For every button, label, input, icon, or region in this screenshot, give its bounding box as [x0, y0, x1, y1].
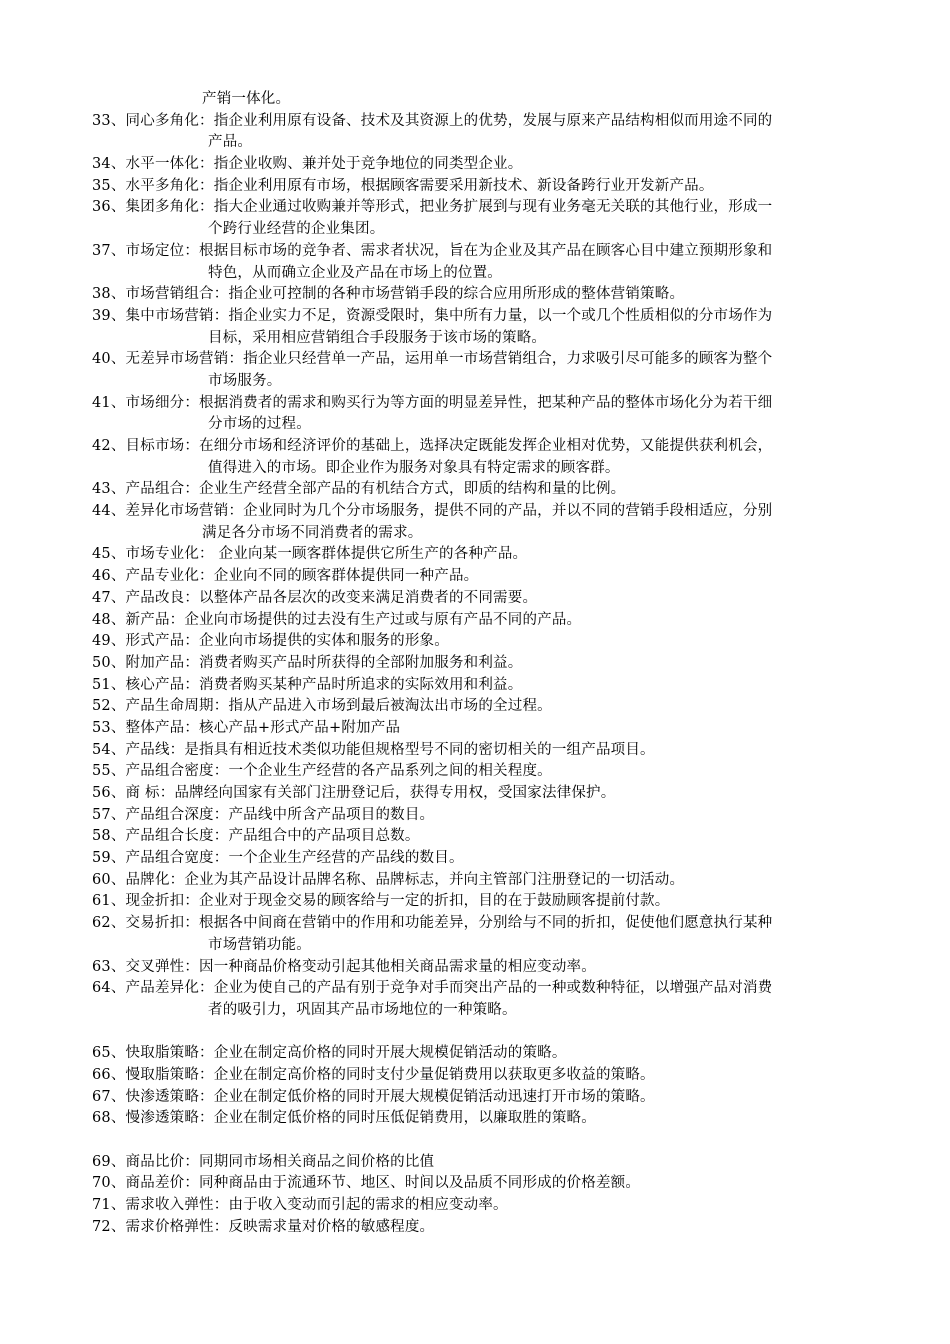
text-line: 54、产品线：是指具有相近技术类似功能但规格型号不同的密切相关的一组产品项目。 — [92, 741, 655, 758]
text-line: 45、市场专业化： 企业向某一顾客群体提供它所生产的各种产品。 — [92, 546, 528, 563]
blank-line — [92, 1130, 872, 1152]
text-line: 70、商品差价：同种商品由于流通环节、地区、时间以及品质不同形成的价格差额。 — [92, 1175, 641, 1192]
text-line: 满足各分市场不同消费者的需求。 — [202, 524, 423, 541]
text-line: 目标，采用相应营销组合手段服务于该市场的策略。 — [208, 329, 547, 346]
text-line: 68、慢渗透策略：企业在制定低价格的同时压低促销费用，以廉取胜的策略。 — [92, 1110, 596, 1127]
glossary-list — [92, 89, 872, 1238]
text-line: 市场营销功能。 — [208, 936, 311, 953]
text-line: 个跨行业经营的企业集团。 — [208, 221, 385, 238]
text-line: 61、现金折扣：企业对于现金交易的顾客给与一定的折扣，目的在于鼓励顾客提前付款。 — [92, 893, 670, 910]
text-line: 56、商 标：品牌经向国家有关部门注册登记后，获得专用权，受国家法律保护。 — [92, 785, 616, 801]
text-line: 51、核心产品：消费者购买某种产品时所追求的实际效用和利益。 — [92, 676, 523, 693]
text-line: 者的吸引力，巩固其产品市场地位的一种策略。 — [208, 1001, 517, 1018]
text-line: 48、新产品：企业向市场提供的过去没有生产过或与原有产品不同的产品。 — [92, 611, 582, 628]
text-line: 产销一体化。 — [202, 91, 291, 107]
text-line: 46、产品专业化：企业向不同的顾客群体提供同一种产品。 — [92, 568, 479, 585]
text-line: 55、产品组合密度：一个企业生产经营的各产品系列之间的相关程度。 — [92, 763, 552, 780]
text-line: 44、差异化市场营销：企业同时为几个分市场服务，提供不同的产品，并以不同的营销手段相适应，分别 — [92, 503, 773, 520]
text-line: 49、形式产品：企业向市场提供的实体和服务的形象。 — [92, 633, 449, 650]
text-line: 71、需求收入弹性：由于收入变动而引起的需求的相应变动率。 — [92, 1197, 508, 1214]
text-line: 36、集团多角化：指大企业通过收购兼并等形式，把业务扩展到与现有业务毫无关联的其他行业，形成一 — [92, 199, 773, 216]
blank-line — [92, 1022, 872, 1044]
text-line: 67、快渗透策略：企业在制定低价格的同时开展大规模促销活动迅速打开市场的策略。 — [92, 1088, 655, 1105]
text-line: 41、市场细分：根据消费者的需求和购买行为等方面的明显差异性，把某种产品的整体市场化分为若干细 — [92, 394, 773, 411]
text-line: 63、交叉弹性：因一种商品价格变动引起其他相关商品需求量的相应变动率。 — [92, 958, 596, 975]
text-line: 53、整体产品：核心产品+形式产品+附加产品 — [92, 719, 401, 736]
text-line: 57、产品组合深度：产品线中所含产品项目的数目。 — [92, 806, 435, 823]
text-line: 38、市场营销组合：指企业可控制的各种市场营销手段的综合应用所形成的整体营销策略。 — [92, 286, 685, 303]
text-line: 62、交易折扣：根据各中间商在营销中的作用和功能差异，分别给与不同的折扣，促使他们愿意执行某种 — [92, 915, 773, 932]
text-line: 产品。 — [208, 134, 253, 151]
text-line: 52、产品生命周期：指从产品进入市场到最后被淘汰出市场的全过程。 — [92, 698, 552, 715]
text-line: 66、慢取脂策略：企业在制定高价格的同时支付少量促销费用以获取更多收益的策略。 — [92, 1066, 655, 1083]
text-line: 72、需求价格弹性：反映需求量对价格的敏感程度。 — [92, 1218, 435, 1235]
text-line: 34、水平一体化：指企业收购、兼并处于竞争地位的同类型企业。 — [92, 156, 523, 173]
text-line: 47、产品改良：以整体产品各层次的改变来满足消费者的不同需要。 — [92, 589, 538, 606]
text-line: 42、目标市场：在细分市场和经济评价的基础上，选择决定既能发挥企业相对优势，又能提供获利机会， — [92, 438, 773, 454]
text-line: 分市场的过程。 — [208, 416, 311, 433]
text-line: 65、快取脂策略：企业在制定高价格的同时开展大规模促销活动的策略。 — [92, 1045, 567, 1062]
text-line: 69、商品比价：同期同市场相关商品之间价格的比值 — [92, 1153, 435, 1170]
text-line: 40、无差异市场营销：指企业只经营单一产品，运用单一市场营销组合，力求吸引尽可能多的顾客为整个 — [92, 351, 773, 368]
text-line: 60、品牌化：企业为其产品设计品牌名称、品牌标志，并向主管部门注册登记的一切活动。 — [92, 871, 685, 888]
text-line: 43、产品组合：企业生产经营全部产品的有机结合方式，即质的结构和量的比例。 — [92, 481, 626, 498]
text-line: 35、水平多角化：指企业利用原有市场，根据顾客需要采用新技术、新设备跨行业开发新产品。 — [92, 177, 714, 194]
text-line: 特色，从而确立企业及产品在市场上的位置。 — [208, 264, 502, 281]
text-line: 58、产品组合长度：产品组合中的产品项目总数。 — [92, 828, 420, 845]
text-line: 33、同心多角化：指企业利用原有设备、技术及其资源上的优势，发展与原来产品结构相似而用途不同的 — [92, 112, 773, 129]
text-line: 59、产品组合宽度：一个企业生产经营的产品线的数目。 — [92, 850, 464, 867]
text-line: 市场服务。 — [208, 372, 282, 389]
text-line: 64、产品差异化：企业为使自己的产品有别于竞争对手而突出产品的一种或数种特征，以增强产品对消费 — [92, 980, 773, 997]
text-line: 39、集中市场营销：指企业实力不足，资源受限时，集中所有力量，以一个或几个性质相似的分市场作为 — [92, 307, 773, 324]
text-line: 值得进入的市场。即企业作为服务对象具有特定需求的顾客群。 — [208, 459, 620, 476]
text-line: 50、附加产品：消费者购买产品时所获得的全部附加服务和利益。 — [92, 654, 523, 671]
text-line: 37、市场定位：根据目标市场的竞争者、需求者状况，旨在为企业及其产品在顾客心目中建立预期形象和 — [92, 242, 773, 259]
